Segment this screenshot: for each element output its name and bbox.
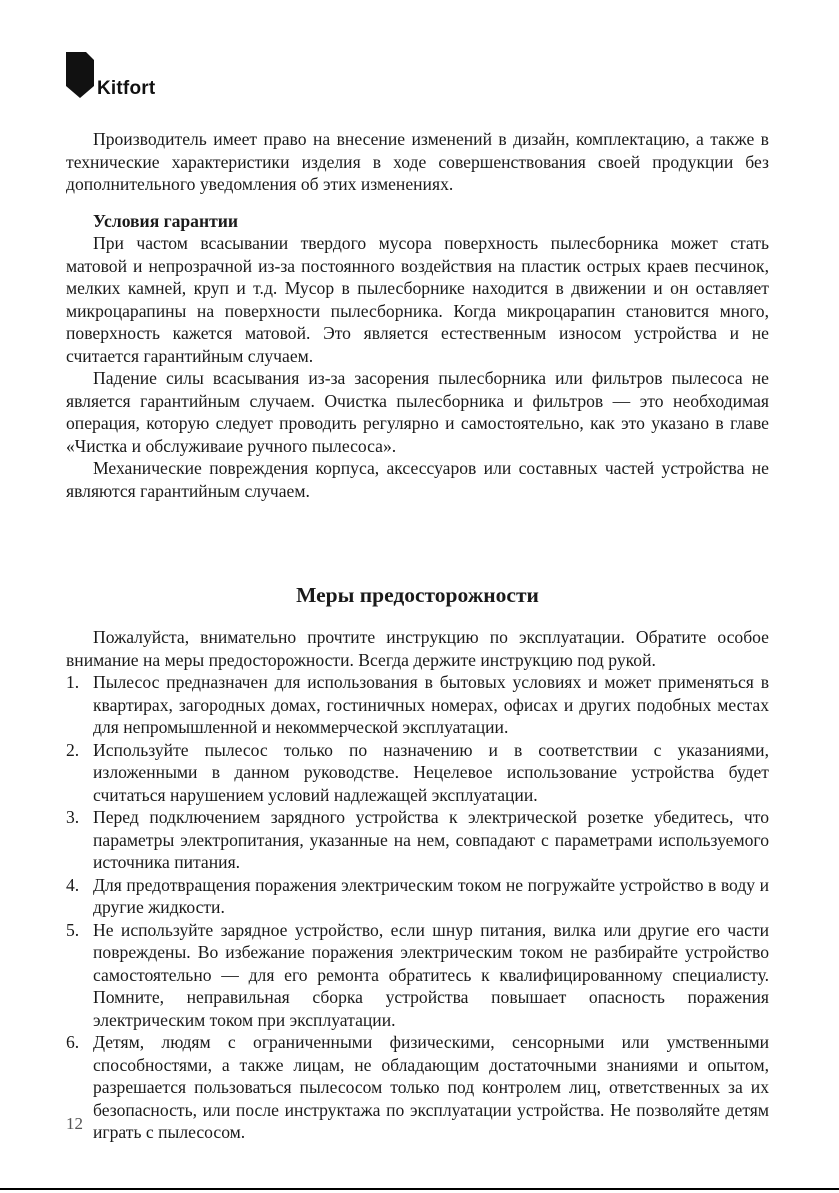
list-item-text: Для предотвращения поражения электрическим током не погружайте устройство в воду и другие жидкости. [93,874,769,917]
page-number: 12 [66,1114,83,1133]
precautions-section [66,582,769,1144]
brand-logo [66,52,155,98]
list-item-text: Не используйте зарядное устройство, если шнур питания, вилка или другие его части повреждены. Во избежание поражения электрическим током не разбирайте устройство самостоятельно — для его ремонта обратитесь к квалифицированному специалисту. Помните, неправильная сборка устройства повышает опасность поражения электрическим током при эксплуатации. [93,919,769,1030]
list-item-number: 3. [66,807,80,827]
warranty-heading: Условия гарантии [93,210,239,231]
list-item [66,806,769,874]
list-item [66,874,769,919]
list-item-text: Пылесос предназначен для использования в бытовых условиях и может применяться в квартирах, загородных домах, гостиничных номерах, офисах и других подобных местах для непромышленной и некоммерческой эксплуатации. [93,672,769,737]
warranty-paragraph: При частом всасывании твердого мусора поверхность пылесборника может стать матовой и непрозрачной из-за постоянного воздействия на пластик острых краев песчинок, мелких камней, круп и т.д. Мусор в пылесборнике находится в движении и он оставляет микроцарапины на поверхности пылесборника. Когда микроцарапин становится много, поверхность кажется матовой. Это является естественным износом устройства и не считается гарантийным случаем. [66,233,769,366]
precautions-intro: Пожалуйста, внимательно прочтите инструкцию по эксплуатации. Обратите особое внимание на меры предосторожности. Всегда держите инструкцию под рукой. [66,627,769,670]
list-item-number: 4. [66,874,80,895]
list-item [66,671,769,739]
list-item-text: Детям, людям с ограниченными физическими, сенсорными или умственными способностями, а также лицам, не обладающим достаточными знаниями и опытом, разрешается пользоваться пылесосом только под контролем лиц, ответственных за их безопасность, или после инструктажа по эксплуатации устройства. Не позволяйте детям играть с пылесосом. [93,1032,769,1142]
list-item [66,1031,769,1144]
page-content [66,128,769,1144]
list-item [66,919,769,1032]
precautions-list [66,671,769,1144]
list-item-number: 6. [66,1032,80,1052]
warranty-section [66,210,769,503]
list-item-number: 1. [66,672,80,692]
list-item-number: 5. [66,919,80,940]
section-title: Меры предосторожности [296,583,539,607]
page-bottom-edge [0,1188,839,1190]
brand-name: Kitfort [97,78,156,99]
warranty-paragraph: Падение силы всасывания из-за засорения пылесборника или фильтров пылесоса не является гарантийным случаем. Очистка пылесборника и фильтров — это необходимая операция, которую следует проводить регулярно и самостоятельно, как это указано в главе «Чистка и обслуживаие ручного пылесоса». [66,368,769,456]
kitfort-logo-icon [66,52,94,98]
intro-paragraph: Производитель имеет право на внесение изменений в дизайн, комплектацию, а также в технические характеристики изделия в ходе совершенствования своей продукции без дополнительного уведомления об этих изменениях. [66,129,769,194]
list-item [66,739,769,807]
list-item-text: Перед подключением зарядного устройства к электрической розетке убедитесь, что параметры электропитания, указанные на нем, совпадают с параметрами используемого источника питания. [93,807,769,872]
list-item-text: Используйте пылесос только по назначению и в соответствии с указаниями, изложенными в данном руководстве. Нецелевое использование устройства будет считаться нарушением условий надлежащей эксплуатации. [93,739,769,805]
list-item-number: 2. [66,739,80,760]
warranty-paragraph: Механические повреждения корпуса, аксессуаров или составных частей устройства не являются гарантийным случаем. [66,458,769,501]
